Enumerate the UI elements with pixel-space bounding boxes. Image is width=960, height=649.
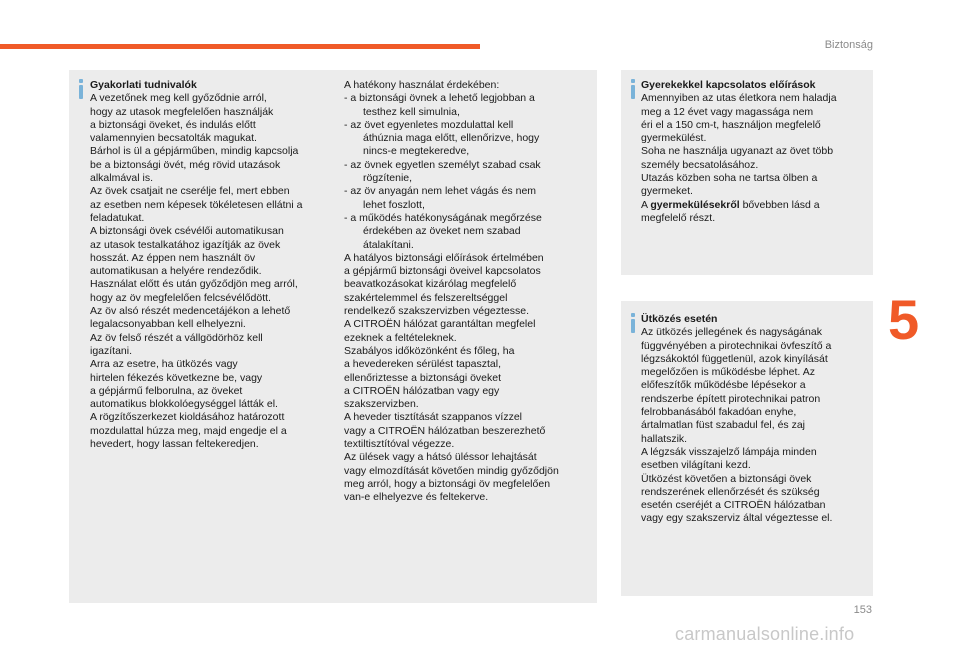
text-line: alkalmával is. — [90, 172, 154, 185]
text-line: hevedert, hogy lassan feltekeredjen. — [90, 438, 259, 451]
text-line: Az övek csatjait ne cserélje fel, mert ebben — [90, 185, 290, 198]
text-line: textiltisztítóval végezze. — [344, 438, 455, 451]
text-line: Ütközést követően a biztonsági övek — [641, 472, 812, 485]
text-line: van-e elhelyezve és feltekerve. — [344, 491, 489, 504]
text-line: Arra az esetre, ha ütközés vagy — [90, 358, 238, 371]
text-line: A légzsák visszajelző lámpája minden — [641, 445, 817, 458]
text-line: szakértelemmel és felszereltséggel — [344, 291, 508, 304]
bullet-item: - a működés hatékonyságának megőrzése — [344, 211, 542, 224]
effective-use-text — [344, 79, 559, 505]
bullet-continuation: átalakítani. — [363, 238, 414, 251]
text-line: Bárhol is ül a gépjárműben, mindig kapcsolja — [90, 145, 299, 158]
header-accent-bar — [0, 44, 480, 49]
text-line: Az öv felső részét a vállgödörhöz kell — [90, 331, 263, 344]
children-rules-text — [641, 79, 837, 225]
text-line: vagy egy szakszerviz által végeztesse el. — [641, 512, 833, 525]
text-line: megelőzően is működésbe léphet. Az — [641, 366, 815, 379]
text-line: Használat előtt és után győződjön meg arról, — [90, 278, 298, 291]
collision-lines — [641, 326, 832, 525]
text-line: Az ütközés jellegének és nagyságának — [641, 326, 822, 339]
text-line: hogy az öv megfelelően felcsévélődött. — [90, 291, 271, 304]
text-line: felrobbanásából fakadóan enyhe, — [641, 406, 797, 419]
text-line: A biztonsági övek csévélői automatikusan — [90, 225, 284, 238]
text-line: esetén cseréjét a CITROËN hálózatban — [641, 499, 826, 512]
text-line: meg a 12 évet vagy magassága nem — [641, 105, 814, 118]
info-icon — [626, 79, 640, 99]
text-line: hirtelen fékezés következne be, vagy — [90, 371, 263, 384]
text-line: meg arról, hogy a biztonsági öv megfelelően — [344, 477, 551, 490]
text-line: Utazás közben soha ne tartsa ölben a — [641, 172, 818, 185]
text-line: éri el a 150 cm-t, használjon megfelelő — [641, 118, 821, 131]
bullet-item: - a biztonsági övnek a lehető legjobban a — [344, 92, 535, 105]
text-line: rendszerbe épített pirotechnikai patron — [641, 392, 821, 405]
text-line: automatikus blokkolóegységgel látták el. — [90, 398, 278, 411]
practical-info-lines — [90, 92, 302, 451]
text-line: vagy a CITROËN hálózatban beszerezhető — [344, 424, 546, 437]
text-line: Soha ne használja ugyanazt az övet több — [641, 145, 834, 158]
text-line: vagy elmozdítását követően mindig győződjön — [344, 464, 559, 477]
bullet-continuation: nincs-e megtekeredve, — [363, 145, 470, 158]
text-line: ezeknek a feltételeknek. — [344, 331, 457, 344]
text-line: feladatukat. — [90, 211, 145, 224]
text-line: az utasok testalkatához igazítják az övek — [90, 238, 281, 251]
children-seat-reference-end: megfelelő részt. — [641, 211, 716, 224]
text-line: valamennyien becsatolták magukat. — [90, 132, 257, 145]
text-line: legalacsonyabban kell elhelyezni. — [90, 318, 246, 331]
text-line: beavatkozásokat kizárólag megfelelő — [344, 278, 517, 291]
text-line: hogy az utasok megfelelően használják — [90, 105, 274, 118]
chapter-number: 5 — [888, 288, 920, 351]
bullet-item: - az öv anyagán nem lehet vágás és nem — [344, 185, 537, 198]
page-number: 153 — [853, 604, 872, 616]
info-icon — [626, 313, 640, 333]
text-line: A vezetőnek meg kell győződnie arról, — [90, 92, 267, 105]
text-line: Az ülések vagy a hátsó üléssor lehajtását — [344, 451, 537, 464]
text-line: rendelkező szakszervizben végeztesse. — [344, 305, 530, 318]
text-line: a gépjármű biztonsági öveivel kapcsolatos — [344, 265, 541, 278]
effective-use-bullets — [344, 92, 559, 252]
effective-use-lines — [344, 252, 559, 505]
text-line: hosszát. Az éppen nem használt öv — [90, 251, 256, 264]
text-line: személy becsatolásához. — [641, 158, 759, 171]
text-line: rendszerének ellenőrzését és szükség — [641, 485, 820, 498]
bullet-continuation: testhez kell simulnia, — [363, 105, 460, 118]
bullet-continuation: áthúznia maga előtt, ellenőrizve, hogy — [363, 132, 540, 145]
text-line: Szabályos időközönként és főleg, ha — [344, 344, 515, 357]
practical-info-text — [90, 79, 302, 451]
bullet-item: - az övet egyenletes mozdulattal kell — [344, 118, 514, 131]
text-line: légzsákoktól függetlenül, azok kinyílását — [641, 352, 828, 365]
text-line: hallatszik. — [641, 432, 688, 445]
text-line: gyermekülést. — [641, 132, 707, 145]
collision-heading: Ütközés esetén — [641, 313, 718, 325]
text-line: A heveder tisztítását szappanos vízzel — [344, 411, 523, 424]
text-line: gyermeket. — [641, 185, 693, 198]
text-line: A hatályos biztonsági előírások értelmében — [344, 251, 544, 264]
text-line: a biztonsági öveket, és indulás előtt — [90, 118, 256, 131]
watermark: carmanualsonline.info — [675, 624, 855, 644]
bullet-continuation: lehet foszlott, — [363, 198, 425, 211]
text-line: ellenőriztesse a biztonsági öveket — [344, 371, 502, 384]
section-title: Biztonság — [824, 39, 873, 51]
text-line: ártalmatlan füst szabadul fel, és zaj — [641, 419, 806, 432]
text-line: előfeszítők működésbe lépésekor a — [641, 379, 806, 392]
bullet-continuation: érdekében az öveket nem szabad — [363, 225, 521, 238]
text-line: a gépjármű felborulna, az öveket — [90, 384, 243, 397]
text-line: A rögzítőszerkezet kioldásához határozott — [90, 411, 285, 424]
bullet-continuation: rögzítenie, — [363, 172, 413, 185]
bullet-item: - az övnek egyetlen személyt szabad csak — [344, 158, 541, 171]
text-line: a CITROËN hálózatban vagy egy — [344, 384, 500, 397]
text-line: Az öv alsó részét medencetájékon a lehető — [90, 305, 291, 318]
text-line: be a biztonsági övét, még rövid utazások — [90, 158, 281, 171]
text-line: automatikusan a helyére rendeződik. — [90, 265, 262, 278]
text-line: Amennyiben az utas életkora nem haladja — [641, 92, 837, 105]
text-line: a hevedereken sérülést tapasztal, — [344, 358, 502, 371]
text-line: esetben világítani kezd. — [641, 459, 751, 472]
children-rules-heading: Gyerekekkel kapcsolatos előírások — [641, 79, 816, 91]
info-icon — [74, 79, 88, 99]
collision-text — [641, 313, 832, 526]
children-rules-lines — [641, 92, 837, 198]
text-line: az esetben nem képesek tökéletesen ellátni a — [90, 198, 303, 211]
text-line: mozdulattal húzza meg, majd engedje el a — [90, 424, 287, 437]
text-line: igazítani. — [90, 344, 133, 357]
text-line: szakszervizben. — [344, 398, 419, 411]
text-line: függvényében a pirotechnikai övfeszítő a — [641, 339, 832, 352]
practical-info-heading: Gyakorlati tudnivalók — [90, 79, 197, 91]
effective-use-intro: A hatékony használat érdekében: — [344, 79, 500, 91]
text-line: A CITROËN hálózat garantáltan megfelel — [344, 318, 536, 331]
children-seat-reference: A gyermekülésekről bővebben lásd a — [641, 198, 820, 211]
child-seat-link-text: gyermekülésekről — [650, 198, 740, 211]
